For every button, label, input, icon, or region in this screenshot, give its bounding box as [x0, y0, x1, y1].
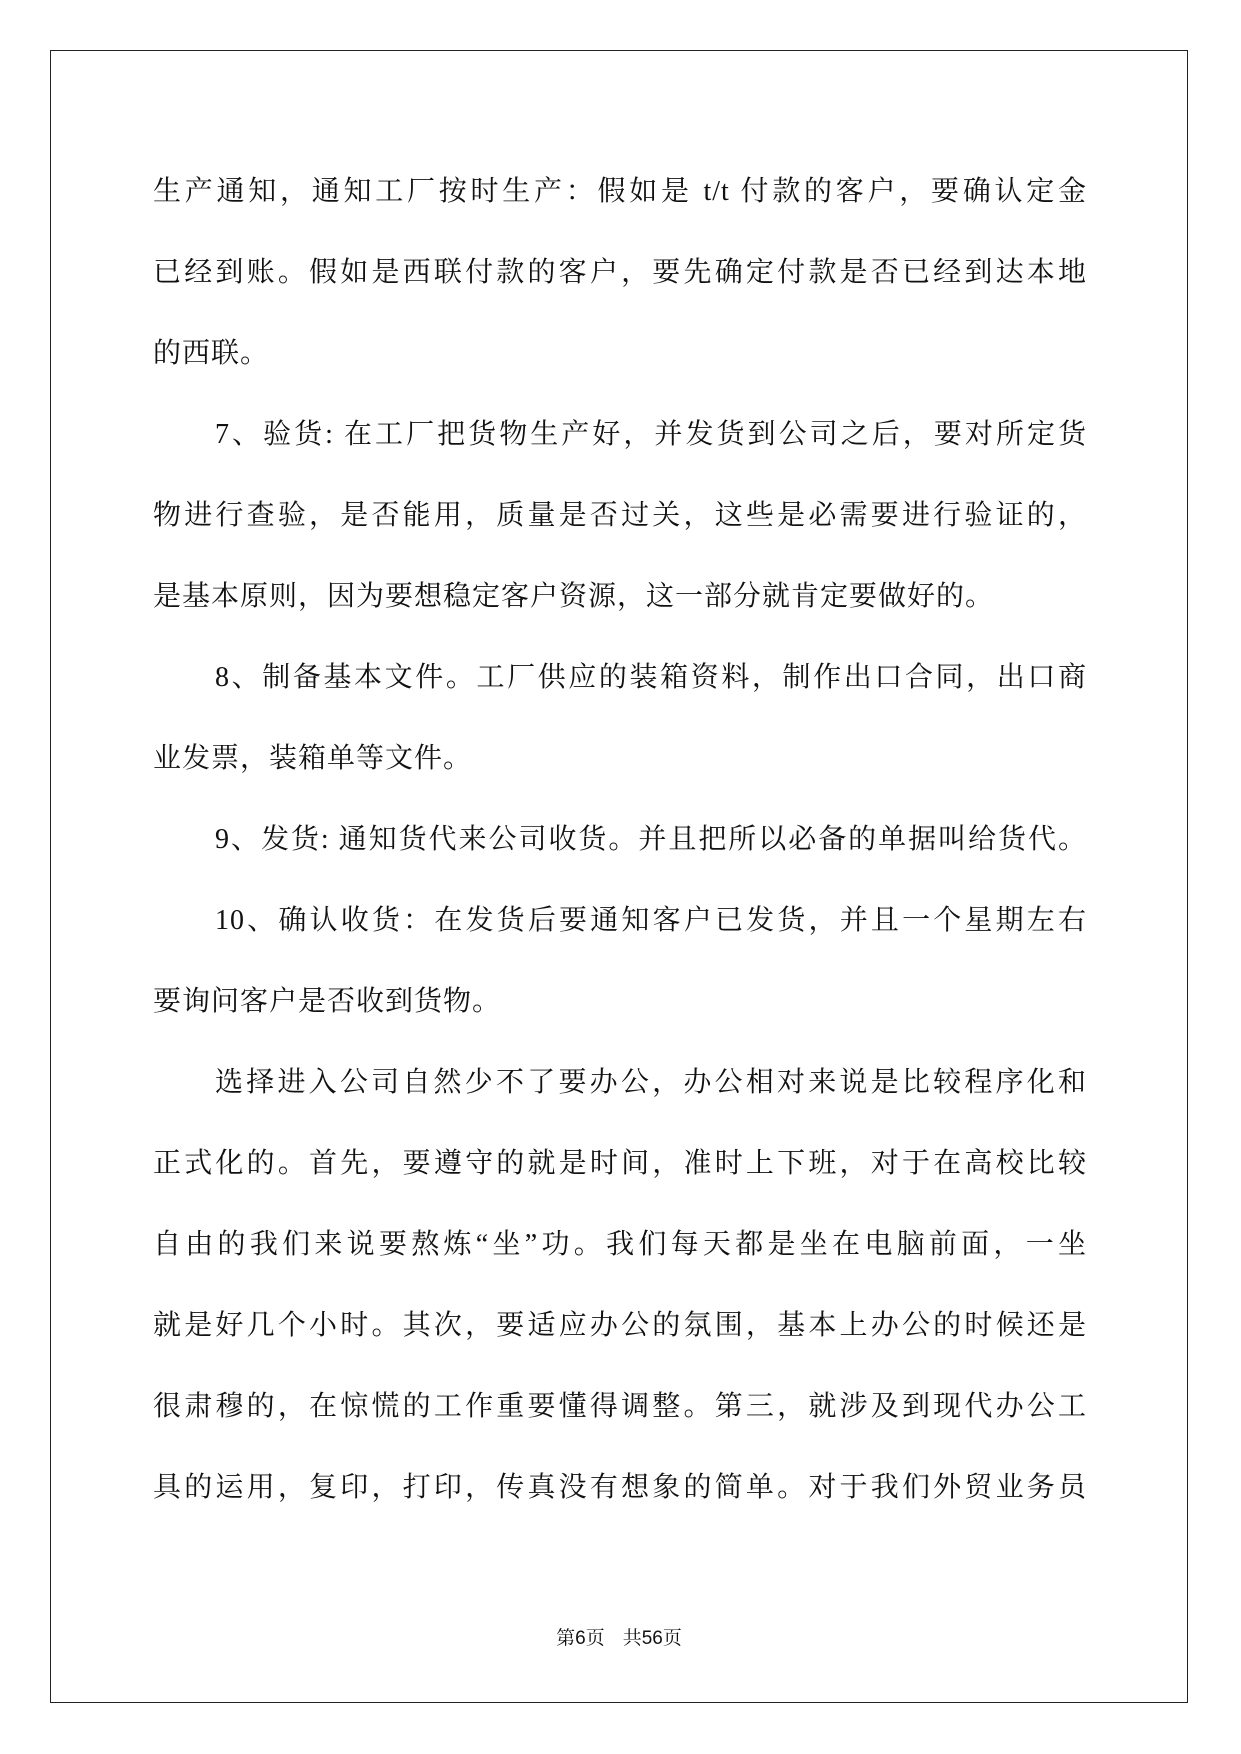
text-line: 正式化的。首先，要遵守的就是时间，准时上下班，对于在高校比较 [153, 1148, 1087, 1179]
paragraph [153, 637, 1087, 799]
text-line: 很肃穆的，在惊慌的工作重要懂得调整。第三，就涉及到现代办公工 [153, 1391, 1087, 1422]
page-total: 共56页 [622, 1628, 682, 1649]
text-line: 具的运用，复印，打印，传真没有想象的简单。对于我们外贸业务员 [153, 1472, 1087, 1503]
paragraph [153, 394, 1087, 637]
text-line: 10、确认收货：在发货后要通知客户已发货，并且一个星期左右 [215, 905, 1087, 936]
text-line: 选择进入公司自然少不了要办公，办公相对来说是比较程序化和 [215, 1067, 1087, 1098]
paragraph [153, 151, 1087, 394]
paragraph [153, 880, 1087, 1042]
text-line: 就是好几个小时。其次，要适应办公的氛围，基本上办公的时候还是 [153, 1310, 1087, 1341]
text-line: 9、发货: 通知货代来公司收货。并且把所以必备的单据叫给货代。 [215, 824, 1087, 855]
text-line: 自由的我们来说要熬炼“坐”功。我们每天都是坐在电脑前面，一坐 [153, 1229, 1087, 1260]
text-line: 要询问客户是否收到货物。 [153, 986, 502, 1017]
text-line: 8、制备基本文件。工厂供应的装箱资料，制作出口合同，出口商 [215, 662, 1087, 693]
text-line: 的西联。 [153, 338, 270, 369]
text-line: 业发票，装箱单等文件。 [153, 743, 473, 774]
paragraph [153, 1042, 1087, 1528]
body-text [153, 151, 1087, 1528]
text-line: 物进行查验，是否能用，质量是否过关，这些是必需要进行验证的， [153, 500, 1087, 531]
paragraph [153, 799, 1087, 880]
text-line: 生产通知，通知工厂按时生产：假如是 t/t 付款的客户，要确认定金 [153, 176, 1087, 207]
text-line: 是基本原则，因为要想稳定客户资源，这一部分就肯定要做好的。 [153, 581, 995, 612]
text-line: 已经到账。假如是西联付款的客户，要先确定付款是否已经到达本地 [153, 257, 1087, 288]
page-number: 第6页 [556, 1628, 605, 1649]
page-footer [50, 1626, 1188, 1652]
text-line: 7、验货: 在工厂把货物生产好，并发货到公司之后，要对所定货 [215, 419, 1087, 450]
